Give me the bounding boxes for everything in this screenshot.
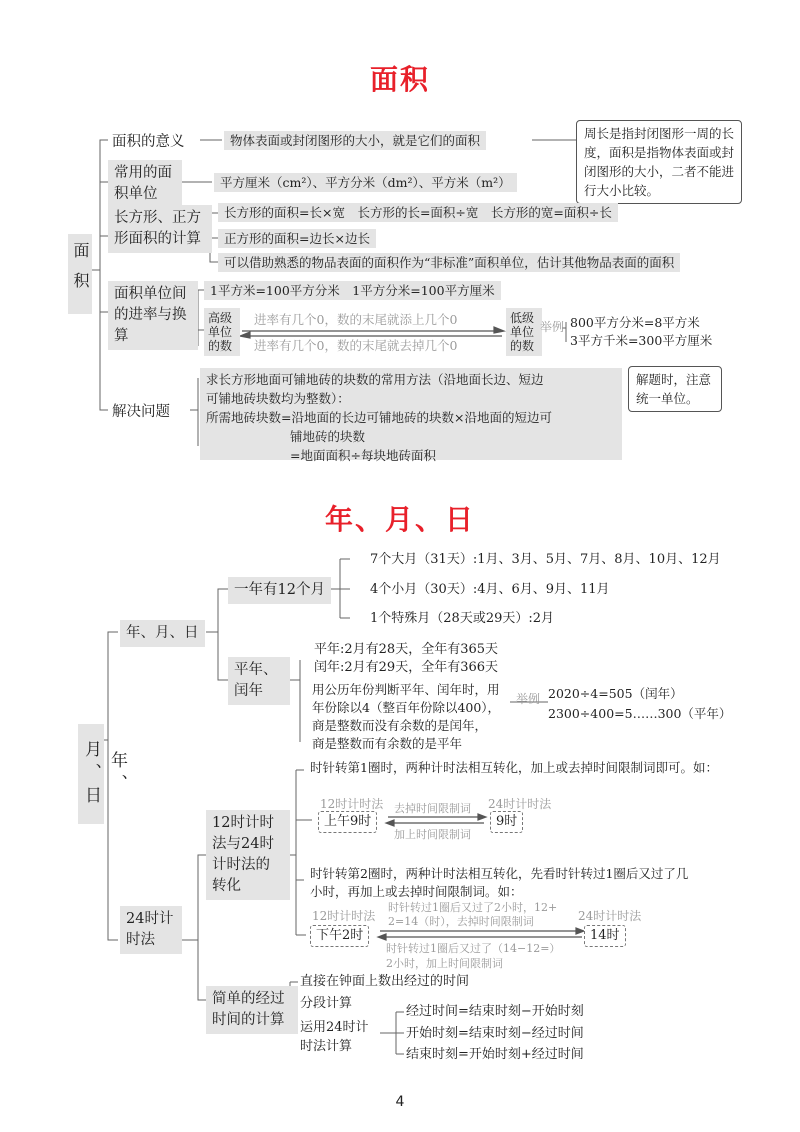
ymd-judge-example-1: 2020÷4=505（闰年） [548, 686, 683, 701]
ymd-title: 年、月、日 [324, 503, 475, 536]
area-units-text: 平方厘米（cm²）、平方分米（dm²）、平方米（m²） [214, 173, 517, 192]
area-root-node [68, 234, 92, 314]
area-example-2: 3平方千米=300平方厘米 [570, 333, 713, 348]
area-meaning-text: 物体表面或封闭图形的大小，就是它们的面积 [224, 131, 486, 150]
ymd-formula-1: 经过时间=结束时刻−开始时刻 [406, 1004, 584, 1019]
area-title: 面积 [369, 63, 430, 96]
ymd-leap-year: 闰年:2月有29天，全年有366天 [314, 660, 499, 675]
ymd-branch-ymd: 年、月、日 [120, 620, 205, 647]
area-to-low-rule: 进率有几个0，数的末尾就添上几个0 [254, 312, 458, 327]
ymd-big-months: 7个大月（31天）:1月、3月、5月、7月、8月、10月、12月 [370, 552, 721, 567]
ymd-c2-top-1: 时针转过1圈后又过了2小时，12+ [388, 901, 558, 914]
area-to-high-rule: 进率有几个0，数的末尾就去掉几个0 [254, 338, 458, 353]
ymd-common-year: 平年:2月有28天，全年有365天 [314, 642, 499, 657]
ymd-c1-left-time: 上午9时 [318, 811, 377, 833]
ymd-root-node [78, 724, 127, 824]
area-low-unit: 低级单位的数 [506, 308, 542, 356]
area-root-label: 面积 [71, 242, 90, 302]
ymd-c1-left-label: 12时计时法 [320, 797, 384, 811]
area-example-1: 800平方分米=8平方米 [570, 315, 700, 330]
area-example-label: 举例 [540, 320, 565, 334]
ymd-judge-1: 用公历年份判断平年、闰年时，用 [312, 682, 500, 697]
area-solve-box [200, 368, 622, 463]
ymd-c1-right-time: 9时 [490, 811, 523, 833]
ymd-elapsed-1: 直接在钟面上数出经过的时间 [300, 974, 470, 989]
ymd-elapsed-label: 简单的经过时间的计算 [206, 986, 298, 1034]
area-solve-note: 解题时，注意统一单位。 [628, 366, 722, 412]
ymd-c1-bottom: 加上时间限制词 [394, 828, 471, 841]
area-solve-line-3: 所需地砖块数=沿地面的长边可铺地砖的块数×沿地面的短边可 [206, 410, 552, 425]
ymd-leap-label: 平年、闰年 [228, 657, 290, 705]
ymd-c2-text-1: 时针转第2圈时，两种计时法相互转化，先看时针转过1圈后又过了几 [310, 866, 689, 881]
ymd-c2-bottom-1: 时针转过1圈后又过了（14−12=） [386, 942, 561, 955]
ymd-months12: 一年有12个月 [228, 577, 331, 604]
ymd-judge-example-label: 举例 [516, 692, 541, 706]
area-solve-label: 解决问题 [112, 404, 170, 420]
area-perimeter-note: 周长是指封闭图形一周的长度，面积是指物体表面或封闭图形的大小，二者不能进行大小比较。 [576, 120, 742, 204]
ymd-c2-text-2: 小时，再加上或去掉时间限制词。如： [310, 884, 523, 899]
ymd-formula-2: 开始时刻=结束时刻−经过时间 [406, 1026, 584, 1041]
area-solve-line-5: =地面面积÷每块地砖面积 [290, 448, 436, 463]
ymd-judge-3: 商是整数而没有余数的是闰年， [312, 718, 488, 733]
ymd-judge-2: 年份除以4（整百年份除以400）， [312, 700, 501, 715]
ymd-c1-top: 去掉时间限制词 [394, 802, 471, 815]
ymd-c2-right-label: 24时计时法 [578, 909, 642, 923]
area-formula-rect: 长方形的面积=长×宽 长方形的长=面积÷宽 长方形的宽=面积÷长 [218, 203, 618, 222]
ymd-small-months: 4个小月（30天）:4月、6月、9月、11月 [370, 582, 610, 597]
ymd-special-month: 1个特殊月（28天或29天）:2月 [370, 611, 555, 626]
area-meaning-label: 面积的意义 [112, 134, 185, 150]
area-conversion-label: 面积单位间的进率与换算 [108, 281, 198, 350]
ymd-c2-top-2: 2=14（时），去掉时间限制词 [388, 915, 534, 928]
ymd-judge-example-2: 2300÷400=5……300（平年） [548, 706, 732, 721]
area-high-unit: 高级单位的数 [204, 308, 240, 356]
area-solve-line-2: 可铺地砖块数均为整数）： [206, 391, 350, 406]
ymd-c2-left-time: 下午2时 [310, 925, 369, 947]
area-formula-label: 长方形、正方形面积的计算 [108, 205, 212, 253]
page-number: 4 [395, 1094, 405, 1110]
area-solve-line-1: 求长方形地面可铺地砖的块数的常用方法（沿地面长边、短边 [206, 372, 544, 387]
ymd-root-label: 年、月、日 [81, 739, 127, 809]
ymd-convert-label: 12时计时法与24时计时法的转化 [206, 810, 290, 900]
area-solve-line-4: 铺地砖的块数 [290, 429, 366, 444]
area-units-label: 常用的面积单位 [108, 160, 182, 208]
ymd-c1-text: 时针转第1圈时，两种计时法相互转化，加上或去掉时间限制词即可。如： [310, 760, 718, 775]
area-formula-estimate: 可以借助熟悉的物品表面的面积作为“非标准”面积单位，估计其他物品表面的面积 [218, 253, 680, 272]
ymd-elapsed-2: 分段计算 [300, 996, 353, 1011]
ymd-c2-right-time: 14时 [584, 925, 626, 947]
ymd-c1-right-label: 24时计时法 [488, 797, 552, 811]
ymd-judge-4: 商是整数而有余数的是平年 [312, 736, 463, 751]
ymd-branch-24h: 24时计时法 [120, 906, 182, 954]
area-formula-square: 正方形的面积=边长×边长 [218, 229, 376, 248]
ymd-c2-bottom-2: 2小时，加上时间限制词 [386, 957, 503, 970]
ymd-c2-left-label: 12时计时法 [312, 909, 376, 923]
ymd-elapsed-3: 运用24时计时法计算 [300, 1020, 369, 1054]
ymd-formula-3: 结束时刻=开始时刻+经过时间 [406, 1047, 584, 1062]
area-conversion-rate: 1平方米=100平方分米 1平方分米=100平方厘米 [204, 281, 501, 300]
